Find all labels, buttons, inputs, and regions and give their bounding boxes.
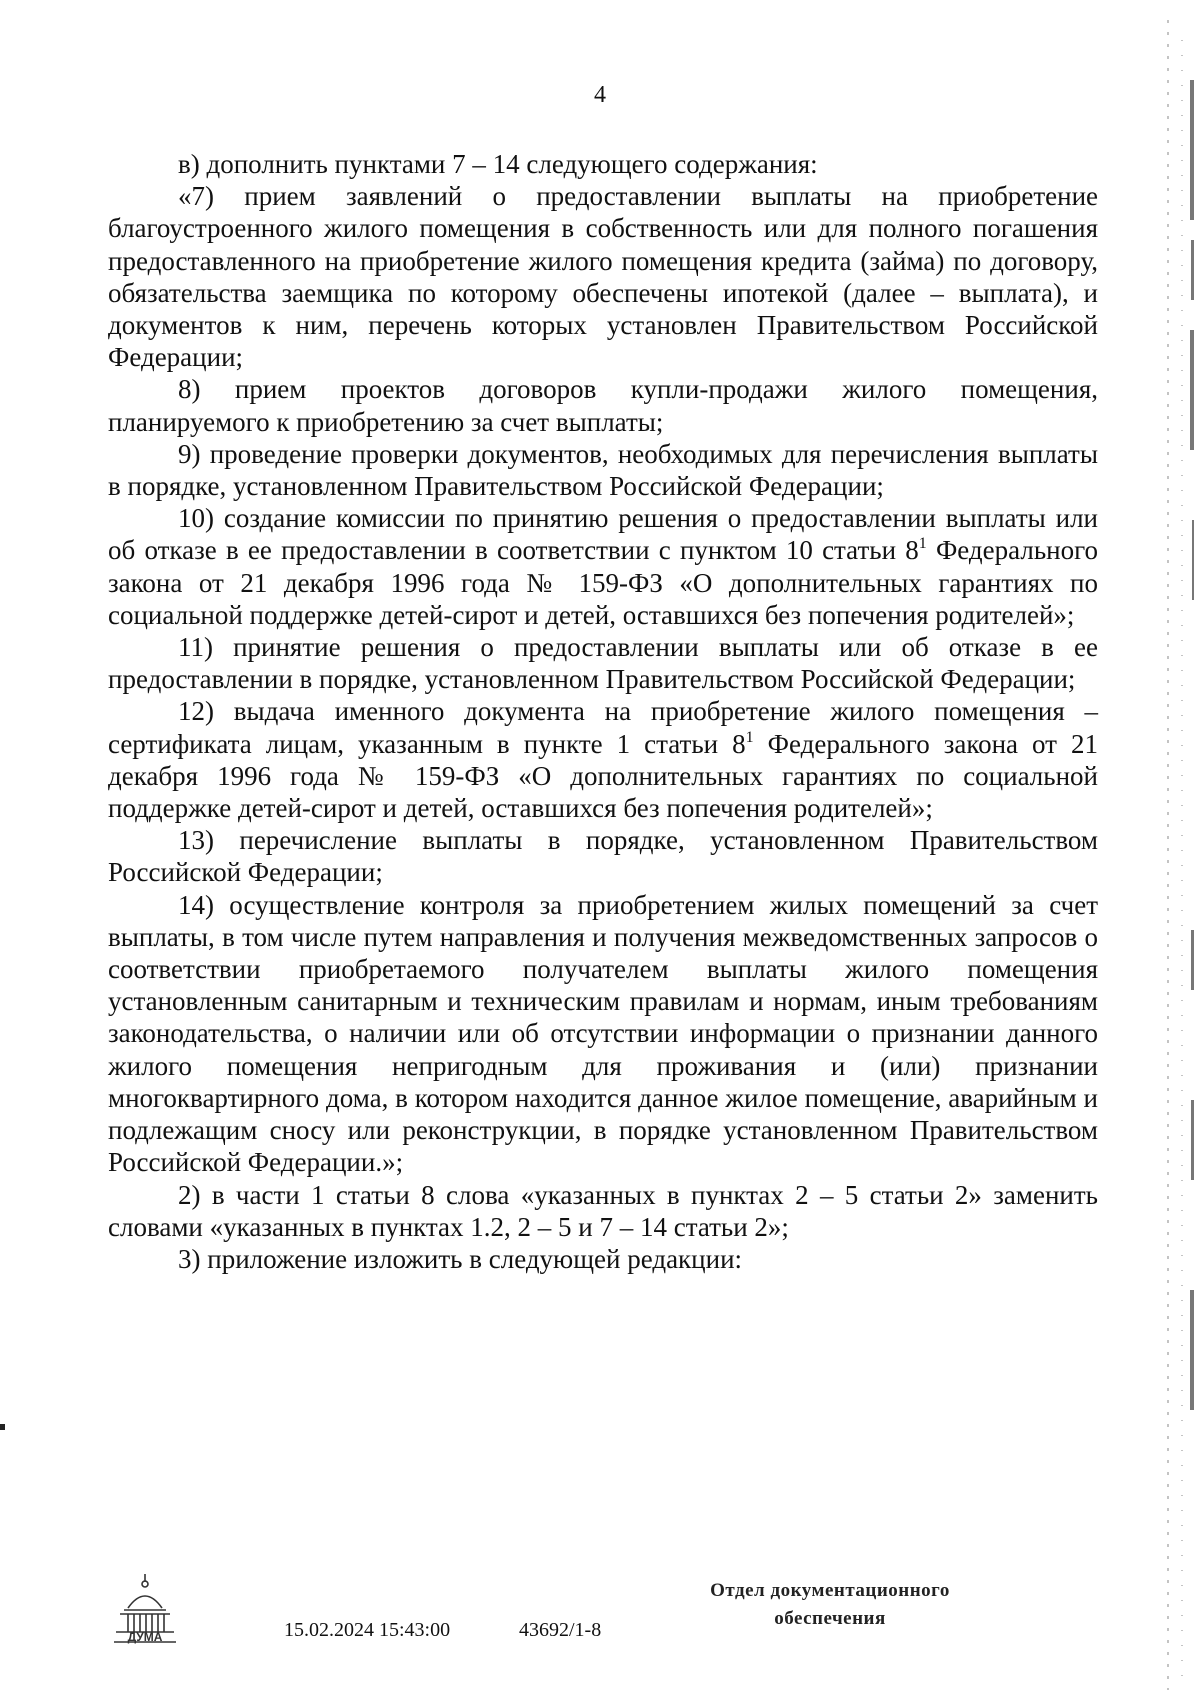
paragraph-item-12-text-a: 12) выдача именного документа на приобретение жилого помещения – сертификата лицам, указанным в пункте 1 статьи 8	[108, 696, 1098, 759]
superscript: 1	[918, 535, 927, 553]
paragraph-item-8: 8) прием проектов договоров купли-продажи жилого помещения, планируемого к приобретению за счет выплаты;	[108, 374, 1098, 437]
department-stamp	[680, 1577, 980, 1633]
stamp-line-2: обеспечения	[774, 1608, 886, 1629]
page-number: 4	[594, 82, 606, 108]
document-body	[108, 148, 1098, 1275]
superscript: 1	[745, 728, 754, 746]
footer-date: 15.02.2024 15:43:00	[284, 1619, 451, 1641]
stamp-line-1: Отдел документационного	[710, 1580, 950, 1601]
paragraph-point-3: 3) приложение изложить в следующей редакции:	[178, 1243, 743, 1274]
paragraph-item-10-text-b: Федерального закона от 21 декабря 1996 года № 159-ФЗ «О дополнительных гарантиях по социальной поддержке детей-сирот и детей, оставшихся без попечения родителей»;	[108, 535, 1098, 630]
logo-label: ДУМА	[127, 1630, 163, 1644]
paragraph-item-7: «7) прием заявлений о предоставлении выплаты на приобретение благоустроенного жилого помещения в собственность или для полного погашения предоставленного на приобретение жилого помещения кредита (займа) по договору, обязательства заемщика по которому обеспечены ипотекой (далее – выплата), и документов к ним, перечень которых установлен Правительством Российской Федерации;	[108, 181, 1098, 373]
paragraph-item-10	[108, 502, 1098, 631]
paragraph-point-2: 2) в части 1 статьи 8 слова «указанных в пунктах 2 – 5 статьи 2» заменить словами «указанных в пунктах 1.2, 2 – 5 и 7 – 14 статьи 2»;	[108, 1179, 1098, 1242]
paragraph-item-12-text-b: Федерального закона от 21 декабря 1996 года № 159-ФЗ «О дополнительных гарантиях по социальной поддержке детей-сирот и детей, оставшихся без попечения родителей»;	[108, 728, 1098, 824]
scan-edge-marks	[1160, 0, 1200, 1695]
paragraph-item-12	[108, 695, 1098, 824]
paragraph-item-14: 14) осуществление контроля за приобретением жилых помещений за счет выплаты, в том числе путем направления и получения межведомственных запросов о соответствии приобретаемого получателем выплаты жилого помещения установленным санитарным и техническим правилам и нормам, иным требованиям законодательства, о наличии или об отсутствии информации о признании данного жилого помещения непригодным для проживания и (или) признании многоквартирного дома, в котором находится данное жилое помещение, аварийным и подлежащим сносу или реконструкции, в порядке установленном Правительством Российской Федерации.»;	[108, 889, 1098, 1178]
paragraph-item-9: 9) проведение проверки документов, необходимых для перечисления выплаты в порядке, установленном Правительством Российской Федерации;	[108, 438, 1098, 502]
paragraph-item-13: 13) перечисление выплаты в порядке, установленном Правительством Российской Федерации;	[108, 825, 1098, 888]
duma-logo-icon	[110, 1570, 180, 1650]
paragraph-item-10-text-a: 10) создание комиссии по принятию решения о предоставлении выплаты или об отказе в ее предоставлении в соответствии с пунктом 10 статьи 8	[108, 503, 1098, 566]
footer-registration-number: 43692/1-8	[519, 1619, 602, 1641]
scan-left-mark	[0, 1416, 8, 1442]
paragraph-intro: в) дополнить пунктами 7 – 14 следующего содержания:	[178, 149, 818, 179]
paragraph-item-11: 11) принятие решения о предоставлении выплаты или об отказе в ее предоставлении в порядке, установленном Правительством Российской Федерации;	[108, 632, 1098, 695]
